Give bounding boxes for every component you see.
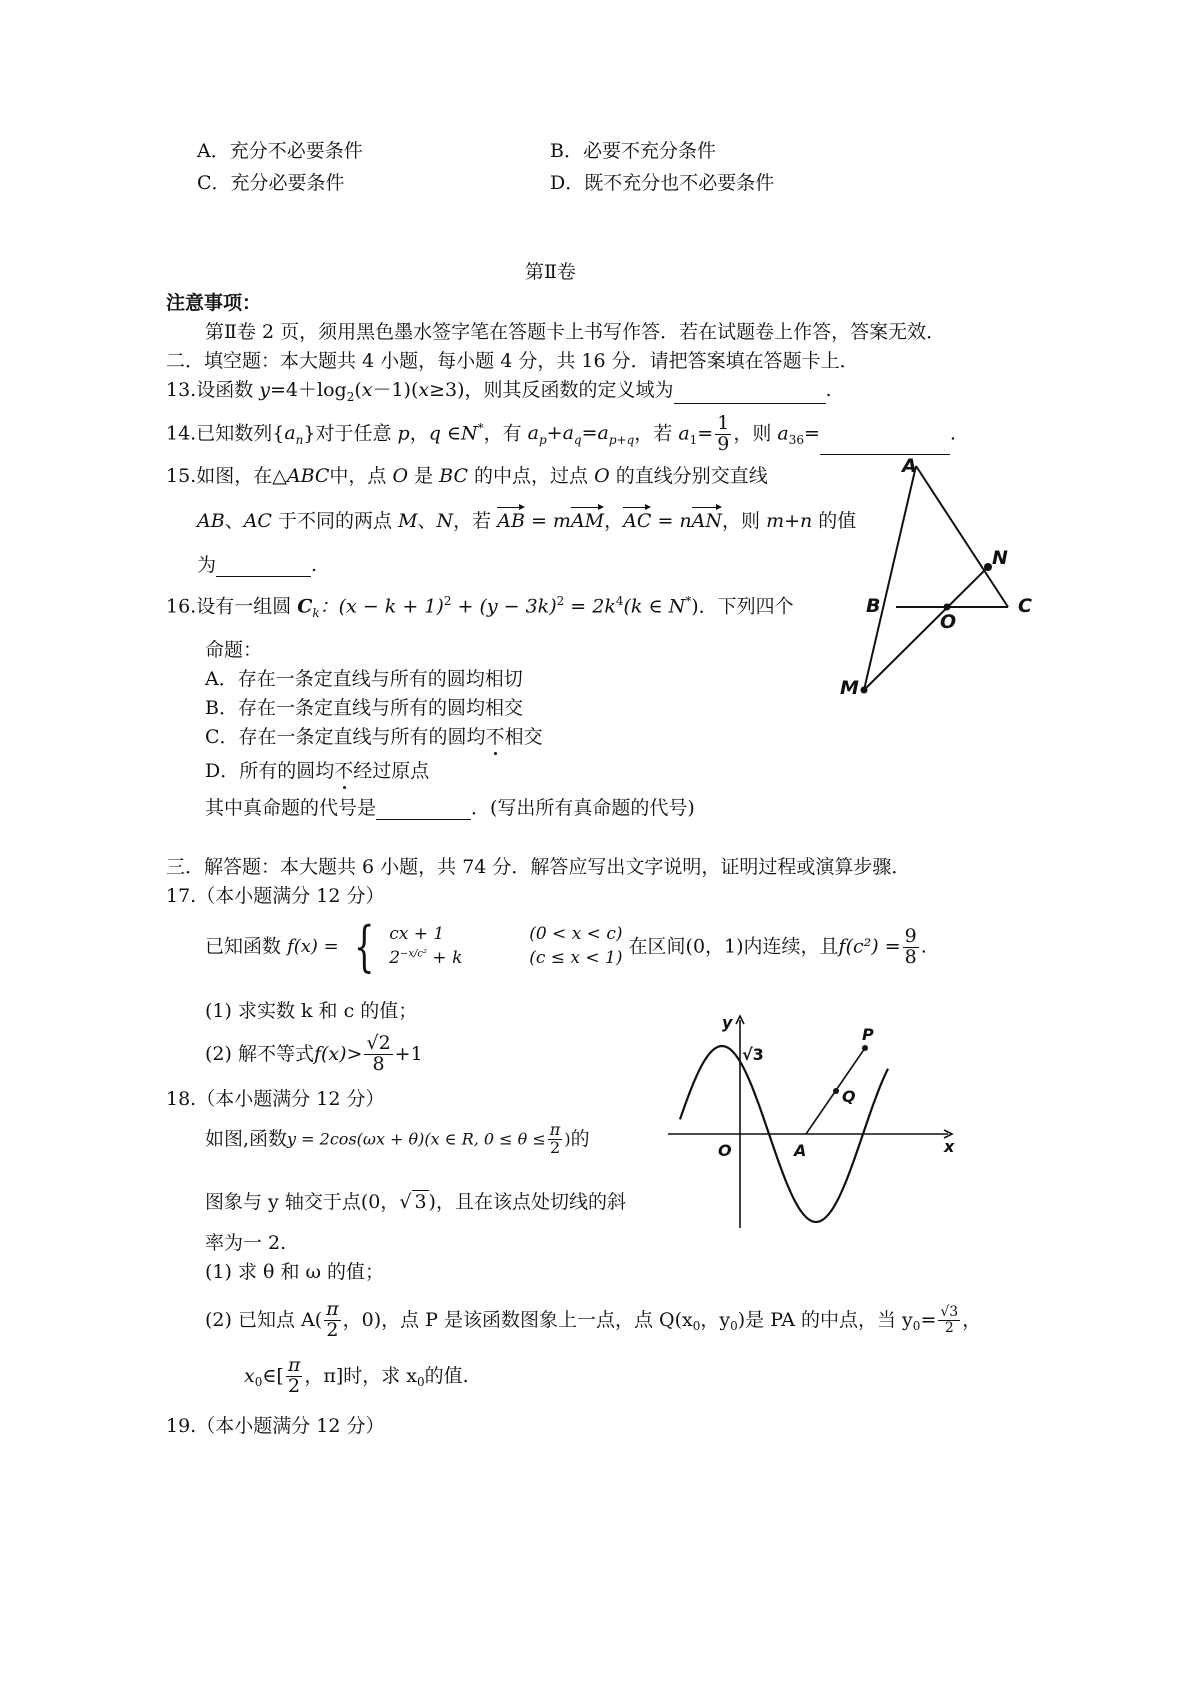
- choice-a: A．充分不必要条件: [197, 140, 363, 162]
- point-n: [984, 563, 992, 571]
- label-c: C: [1018, 595, 1032, 617]
- label-n: N: [992, 547, 1008, 569]
- question-17-part2: (2) 解不等式f(x)> $\frac{√2}{8}$ +1: [205, 1032, 423, 1075]
- question-17-header: 17.（本小题满分 12 分）: [166, 885, 385, 907]
- section2-heading: 二．填空题：本大题共 4 小题，每小题 4 分，共 16 分．请把答案填在答题卡上．: [166, 350, 859, 372]
- proposition-a: A．存在一条定直线与所有的圆均相切: [205, 668, 523, 690]
- question-15-line1: 15.如图，在△ABC中，点 O 是 BC 的中点，过点 O 的直线分别交直线: [166, 465, 768, 487]
- label-b: B: [866, 595, 881, 617]
- line-ac: [916, 466, 1008, 607]
- line-am: [864, 466, 916, 690]
- question-18-line2: 图象与 y 轴交于点(0，√ 3 )，且在该点处切线的斜: [205, 1191, 626, 1213]
- label-q: Q: [842, 1087, 856, 1106]
- choice-d: D．既不充分也不必要条件: [550, 172, 775, 194]
- question-14: 14.已知数列$\{a_n\}$对于任意 p，q ∈N*，有 $a_p+a_q=a_{p+q}$，若 $a_1=$ $\frac{1}{9}$ ，则 $a_{36}=$ .: [166, 412, 956, 455]
- answer-blank-15[interactable]: [216, 553, 311, 577]
- answer-blank-16[interactable]: [376, 796, 471, 820]
- question-18-line1: 如图,函数y = 2cos(ωx + θ)(x ∈ R, 0 ≤ θ ≤ $\frac{\pi}{2}$ )的: [205, 1120, 590, 1157]
- question-16-ask: 其中真命题的代号是 ．(写出所有真命题的代号): [205, 797, 695, 819]
- label-a: A: [902, 455, 917, 477]
- label-p: P: [862, 1025, 874, 1044]
- cosine-graph-figure: [662, 1012, 962, 1232]
- label-sqrt3: √3: [742, 1045, 764, 1064]
- question-16-line1: 16.设有一组圆 $C_k$：$(x - k + 1)^2 + (y - 3k)^2 = 2k^4(k$ ∈ N*)．下列四个: [166, 594, 794, 621]
- choice-b: B．必要不充分条件: [550, 140, 716, 162]
- question-18-part1: (1) 求 θ 和 ω 的值；: [205, 1261, 385, 1283]
- question-17-function: 已知函数 f(x) = { cx + 1 (0 < x < c) $2^{-x/c^2} + k$ (c ≤ x < 1) 在区间(0，1)内连续，且f(c²) = $\frac{9}{8}$ .: [205, 915, 927, 978]
- proposition-c: C．存在一条定直线与所有的圆均不相交: [205, 726, 543, 748]
- point-m: [861, 687, 868, 694]
- question-17-part1: (1) 求实数 k 和 c 的值；: [205, 1000, 418, 1022]
- label-a: A: [794, 1141, 807, 1160]
- propositions-label: 命题：: [205, 639, 263, 661]
- question-18-header: 18.（本小题满分 12 分）: [166, 1088, 385, 1110]
- answer-blank-13[interactable]: [674, 380, 826, 404]
- proposition-b: B．存在一条定直线与所有的圆均相交: [205, 697, 523, 719]
- triangle-figure: [830, 452, 1050, 702]
- point-q: [833, 1088, 839, 1094]
- question-18-line-x0: $x_0\in$[ $\frac{\pi}{2}$ ，π]时，求 $x_0$的值.: [244, 1354, 469, 1397]
- label-o: O: [718, 1141, 732, 1160]
- question-15-line2: AB、AC 于不同的两点 M、N，若 AB = mAM，AC = nAN，则 m+n 的值: [197, 510, 857, 532]
- point-o: [944, 604, 951, 611]
- question-18-line3: 率为一 2.: [205, 1232, 287, 1254]
- proposition-d: D．所有的圆均不经过原点: [205, 760, 430, 782]
- choice-c: C．充分必要条件: [197, 172, 345, 194]
- label-m: M: [840, 677, 859, 699]
- point-p: [862, 1045, 868, 1051]
- label-y: y: [722, 1013, 733, 1032]
- question-19-header: 19.（本小题满分 12 分）: [166, 1415, 385, 1437]
- question-15-line3: 为 .: [197, 554, 318, 576]
- question-18-part2: (2) 已知点 A( $\frac{\pi}{2}$ ，0)，点 P 是该函数图象上一点，点 $Q(x_0$，$y_0$)是 PA 的中点，当 $y_0=$ $\frac{√3}{2}$ ，: [205, 1298, 982, 1341]
- line-mn: [864, 567, 988, 690]
- question-13: 13.设函数 $y=4+\log_2(x-1)(x\ge 3)$，则其反函数的定义域为 .: [166, 379, 832, 404]
- label-x: x: [944, 1137, 955, 1156]
- label-o: O: [940, 611, 957, 633]
- part2-title: 第Ⅱ卷: [525, 261, 576, 283]
- section3-heading: 三．解答题：本大题共 6 小题，共 74 分．解答应写出文字说明，证明过程或演算步骤．: [166, 856, 911, 878]
- notice-heading: 注意事项：: [166, 292, 262, 314]
- notice-text: 第Ⅱ卷 2 页，须用黑色墨水签字笔在答题卡上书写作答．若在试题卷上作答，答案无效．: [205, 321, 946, 343]
